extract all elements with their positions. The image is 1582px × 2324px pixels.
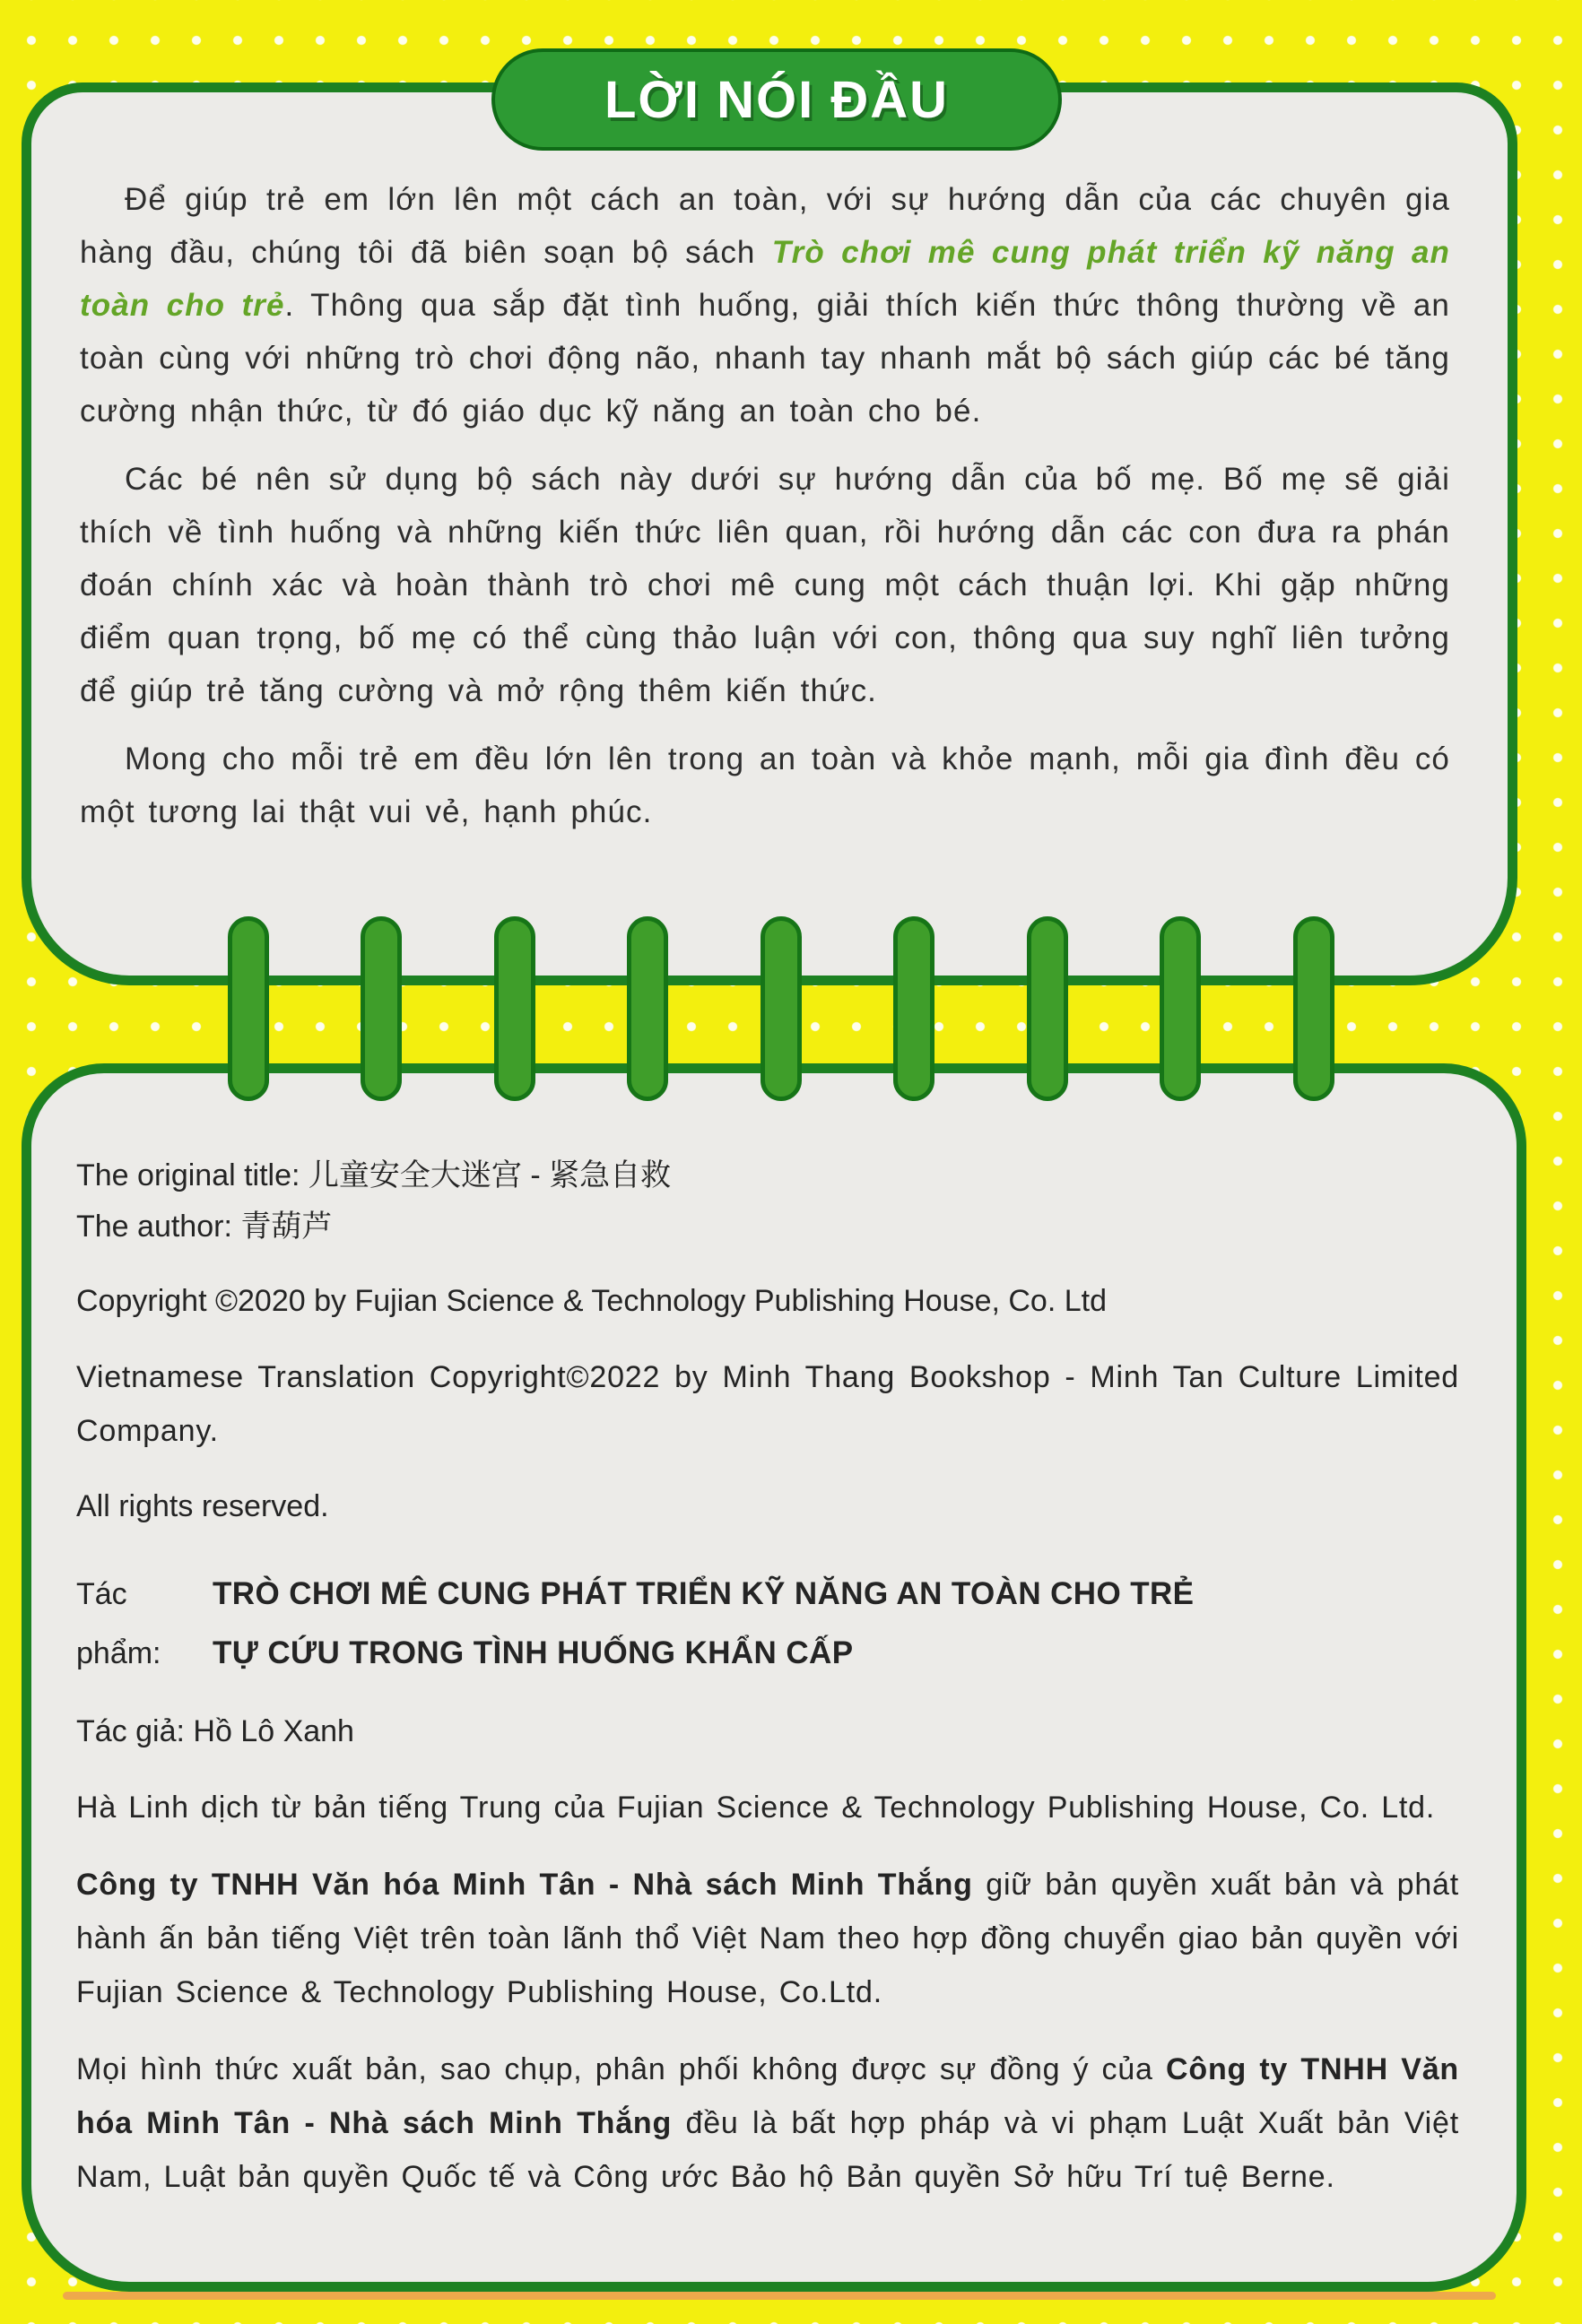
- series-title-text: Trò chơi mê cung phát triển kỹ năng an toàn cho trẻ: [80, 235, 1450, 323]
- preface-title-badge: [491, 48, 1062, 151]
- legal-paragraph: [76, 2042, 1459, 2204]
- work-title-line-1: TRÒ CHƠI MÊ CUNG PHÁT TRIỂN KỸ NĂNG AN TOÀN CHO TRẺ: [213, 1576, 1195, 1611]
- binding-bar: [1293, 916, 1334, 1101]
- preface-title: LỜI NÓI ĐẦU: [604, 70, 950, 129]
- binding-bar: [228, 916, 269, 1101]
- work-label: Tác phẩm:: [76, 1577, 161, 1670]
- binding-bar: [761, 916, 802, 1101]
- paragraph-text: Để giúp trẻ em lớn lên một cách an toàn, với sự hướng dẫn của các chuyên gia hàng đầu, chúng tôi đã biên soạn bộ sách: [80, 182, 1450, 270]
- publisher-name-bold: Công ty TNHH Văn hóa Minh Tân - Nhà sách Minh Thắng: [76, 2052, 1460, 2140]
- original-title-line: The original title: 儿童安全大迷宫 - 紧急自救: [76, 1158, 672, 1192]
- preface-body: [31, 92, 1508, 838]
- binding-bar: [494, 916, 535, 1101]
- work-titles: [213, 1565, 1194, 1683]
- work-title-block: [76, 1565, 1459, 1683]
- license-paragraph: [76, 1858, 1459, 2019]
- colophon-body: [31, 1073, 1517, 2204]
- colophon-card: [22, 1063, 1526, 2292]
- copyright-line: Copyright ©2020 by Fujian Science & Technology Publishing House, Co. Ltd: [76, 1284, 1107, 1318]
- binding-bar: [361, 916, 402, 1101]
- license-text: giữ bản quyền xuất bản và phát hành ấn bản tiếng Việt trên toàn lãnh thổ Việt Nam theo hợp đồng chuyển giao bản quyền với Fujian Science & Technology Publishing House, Co.Ltd.: [76, 1868, 1460, 2009]
- preface-paragraph-3: Mong cho mỗi trẻ em đều lớn lên trong an toàn và khỏe mạnh, mỗi gia đình đều có một tương lai thật vui vẻ, hạnh phúc.: [80, 741, 1450, 829]
- work-title-line-2: TỰ CỨU TRONG TÌNH HUỐNG KHẨN CẤP: [213, 1635, 854, 1670]
- legal-text: Mọi hình thức xuất bản, sao chụp, phân phối không được sự đồng ý của: [76, 2052, 1167, 2086]
- binding-bar: [1027, 916, 1068, 1101]
- translator-line: Hà Linh dịch từ bản tiếng Trung của Fujian Science & Technology Publishing House, Co. Ltd.: [76, 1791, 1436, 1825]
- preface-paragraph-1: [80, 173, 1450, 438]
- publisher-name-bold: Công ty TNHH Văn hóa Minh Tân - Nhà sách Minh Thắng: [76, 1868, 973, 1902]
- original-author-line: The author: 青葫芦: [76, 1210, 333, 1244]
- binding-bar: [627, 916, 668, 1101]
- scan-artifact-line: [63, 2292, 1496, 2300]
- vn-author-line: Tác giả: Hồ Lô Xanh: [76, 1714, 354, 1748]
- preface-card: [22, 82, 1517, 985]
- rights-line: All rights reserved.: [76, 1489, 329, 1523]
- paragraph-text: . Thông qua sắp đặt tình huống, giải thích kiến thức thông thường về an toàn cùng với những trò chơi động não, nhanh tay nhanh mắt bộ sách giúp các bé tăng cường nhận thức, từ đó giáo dục kỹ năng an toàn cho bé.: [80, 288, 1450, 429]
- legal-text: đều là bất hợp pháp và vi phạm Luật Xuất bản Việt Nam, Luật bản quyền Quốc tế và Công ước Bảo hộ Bản quyền Sở hữu Trí tuệ Berne.: [76, 2106, 1459, 2194]
- preface-paragraph-2: Các bé nên sử dụng bộ sách này dưới sự hướng dẫn của bố mẹ. Bố mẹ sẽ giải thích về tình huống và những kiến thức liên quan, rồi hướng dẫn các con đưa ra phán đoán chính xác và hoàn thành trò chơi mê cung một cách thuận lợi. Khi gặp những điểm quan trọng, bố mẹ có thể cùng thảo luận với con, thông qua suy nghĩ liên tưởng để giúp trẻ tăng cường và mở rộng thêm kiến thức.: [80, 462, 1450, 708]
- vn-copyright-line: Vietnamese Translation Copyright©2022 by Minh Thang Bookshop - Minh Tan Culture Limited Company.: [76, 1360, 1459, 1448]
- binding-bar: [893, 916, 934, 1101]
- binding-bar: [1160, 916, 1201, 1101]
